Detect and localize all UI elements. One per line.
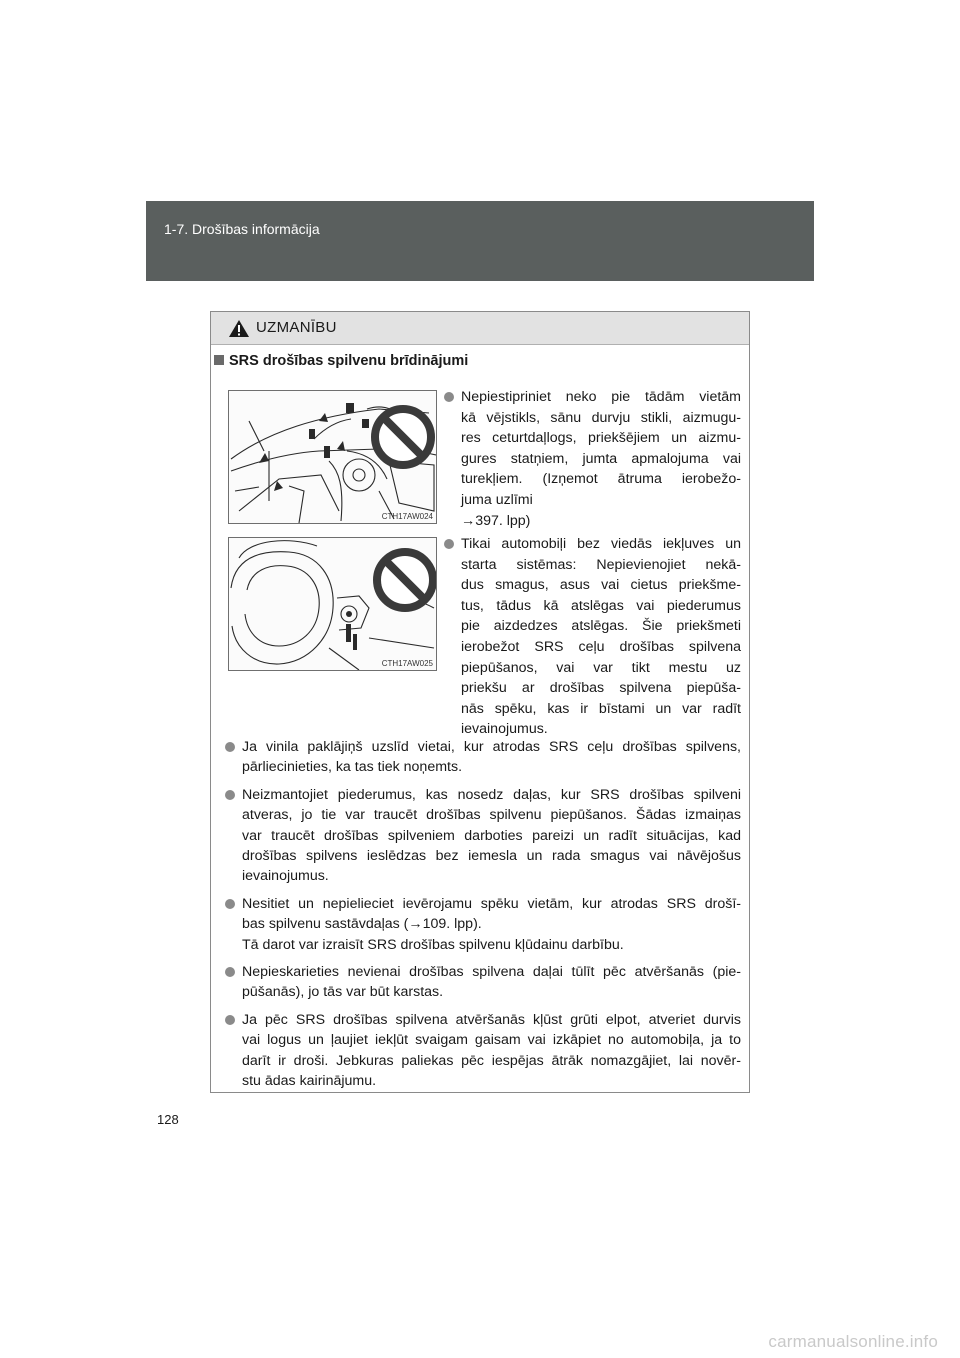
list-item: Nepiestipriniet neko pie tādām vietām kā vējstikls, sānu durvju stikli, aizmugu- res ceturtdaļlogs, priekšējiem un aizmu- gures statņiem, jumta apmalojuma vai turekļiem. (Izņemot ātruma ierobežo- juma uzlīmi →397. lpp)	[444, 387, 741, 531]
subheading-text: SRS drošības spilvenu brīdinājumi	[229, 353, 469, 369]
bullet-dot-icon	[225, 899, 235, 909]
figure-code: CTH17AW024	[381, 512, 433, 521]
windshield-illustration	[229, 391, 437, 524]
figure-code: CTH17AW025	[381, 659, 433, 668]
figure-windshield	[228, 390, 437, 524]
bullet-dot-icon	[225, 742, 235, 752]
caution-label: UZMANĪBU	[256, 319, 337, 336]
list-item: Nesitiet un nepielieciet ievērojamu spēku vietām, kur atrodas SRS drošī- bas spilvenu sastāvdaļas (→109. lpp). Tā darot var izraisīt SRS drošības spilvenu kļūdainu darbību.	[225, 894, 741, 955]
page-number: 128	[157, 1112, 179, 1127]
side-bullet-1	[444, 387, 741, 531]
section-header-band	[146, 201, 814, 281]
bullet-dot-icon	[444, 539, 454, 549]
prohibition-icon	[375, 409, 431, 465]
warning-triangle-icon	[228, 319, 250, 338]
square-bullet-icon	[214, 355, 224, 365]
figure-ignition-key	[228, 537, 437, 671]
list-item: Ja pēc SRS drošības spilvena atvēršanās kļūst grūti elpot, atveriet durvis vai logus un ļaujiet iekļūt svaigam gaisam vai izkāpiet no automobiļa, ja to darīt ir droši. Jebkuras paliekas pēc iespējas ātrāk nomazgājiet, lai novēr- stu ādas kairinājumu.	[225, 1010, 741, 1092]
list-item: Neizmantojiet piederumus, kas nosedz daļas, kur SRS drošības spilveni atveras, jo tie var traucēt drošības spilvenu piepūšanos. Šādas izmaiņas var traucēt drošības spilveniem darboties pareizi un radīt situācijas, kad drošības spilvens ieslēdzas bez iemesla un rada smagus vai nāvējošus ievainojumus.	[225, 785, 741, 887]
side-bullet-2	[444, 534, 741, 740]
ignition-key-illustration	[229, 538, 437, 671]
bullet-dot-icon	[444, 392, 454, 402]
prohibition-icon	[377, 552, 433, 608]
caution-box	[210, 311, 750, 1093]
list-item: Nepieskarieties nevienai drošības spilvena daļai tūlīt pēc atvēršanās (pie- pūšanās), jo tās var būt karstas.	[225, 962, 741, 1003]
bullet-dot-icon	[225, 1015, 235, 1025]
bullet-dot-icon	[225, 790, 235, 800]
caution-header	[211, 312, 749, 345]
section-title: 1-7. Drošības informācija	[164, 221, 320, 237]
bullet-dot-icon	[225, 967, 235, 977]
list-item: Ja vinila paklājiņš uzslīd vietai, kur atrodas SRS ceļu drošības spilvens, pārliecinieties, ka tas tiek noņemts.	[225, 737, 741, 778]
subheading	[214, 353, 468, 369]
list-item: Tikai automobiļi bez viedās iekļuves un starta sistēmas: Nepievienojiet nekā- dus smagus, asus vai cietus priekšme- tus, tādus kā atslēgas vai piederumus pie aizdedzes atslēgas. Šie priekšmeti ierobežot SRS ceļu drošības spilvena piepūšanos, vai var tikt mestu uz priekšu ar drošības spilvena piepūša- nās spēku, kas ir bīstami un var radīt ievainojumus.	[444, 534, 741, 740]
full-width-bullets	[225, 737, 741, 1099]
watermark-link[interactable]: carmanualsonline.info	[768, 1332, 938, 1351]
